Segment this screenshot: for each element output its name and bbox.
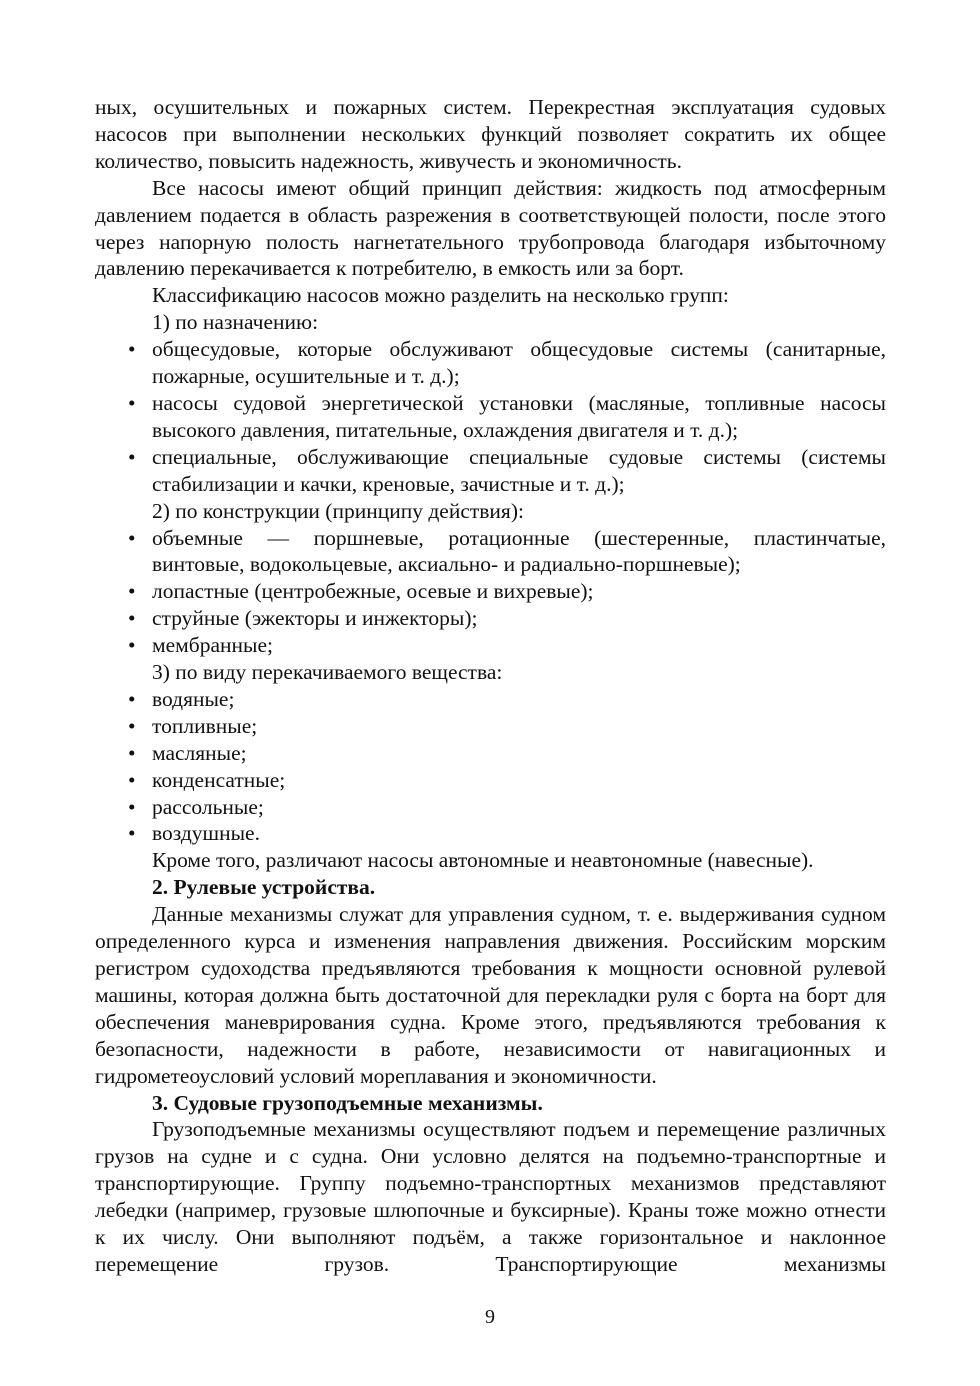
paragraph-classification-intro: Классификацию насосов можно разделить на несколько групп: (152, 283, 729, 308)
group-label-purpose: 1) по назначению: (152, 310, 319, 335)
list-item: • общесудовые, которые обслуживают общесудовые системы (санитарные, пожарные, осушительные и т. д.); (128, 337, 886, 389)
paragraph-continuation: ных, осушительных и пожарных систем. Перекрестная эксплуатация судовых насосов при выполнении нескольких функций позволяет сократить их общее количество, повысить надежность, живучесть и экономичность. (95, 95, 886, 173)
group-label-substance: 3) по виду перекачиваемого вещества: (152, 660, 503, 685)
bullet-icon: • (128, 794, 136, 819)
section-heading-cargo: 3. Судовые грузоподъемные механизмы. (152, 1090, 543, 1115)
bullet-icon: • (128, 821, 136, 846)
list-item: • лопастные (центробежные, осевые и вихревые); (128, 579, 594, 604)
bullet-icon: • (128, 337, 136, 362)
bullet-icon: • (128, 767, 136, 792)
bullet-icon: • (128, 686, 136, 711)
page-number: 9 (485, 1306, 495, 1328)
list-item: • конденсатные; (128, 767, 286, 792)
document-page (95, 94, 886, 1278)
list-item: • рассольные; (128, 794, 264, 819)
section-heading-steering: 2. Рулевые устройства. (152, 875, 376, 900)
list-item: • насосы судовой энергетической установки (масляные, топливные насосы высокого давления, питательные, охлаждения двигателя и т. д.); (128, 390, 886, 442)
bullet-icon: • (128, 444, 136, 469)
list-item: • воздушные. (128, 821, 260, 846)
paragraph-pump-principle: Все насосы имеют общий принцип действия: жидкость под атмосферным давлением подается в область разрежения в соответствующей полости, после этого через напорную полость нагнетательного трубопровода благодаря избыточному давлению перекачивается к потребителю, в емкость или за борт. (95, 175, 886, 281)
list-item: • мембранные; (128, 633, 273, 658)
bullet-icon: • (128, 579, 136, 604)
list-item: • масляные; (128, 740, 247, 765)
group-label-design: 2) по конструкции (принципу действия): (152, 498, 524, 523)
list-item: • струйные (эжекторы и инжекторы); (128, 606, 478, 631)
bullet-icon: • (128, 740, 136, 765)
paragraph-autonomous: Кроме того, различают насосы автономные и неавтономные (навесные). (152, 848, 814, 873)
paragraph-steering: Данные механизмы служат для управления судном, т. е. выдерживания судном определенного курса и изменения направления движения. Российским морским регистром судоходства предъявляются требования к мощности основной рулевой машины, которая должна быть достаточной для перекладки руля с борта на борт для обеспечения маневрирования судна. Кроме этого, предъявляются требования к безопасности, надежности в работе, независимости от навигационных и гидрометеоусловий условий мореплавания и экономичности. (95, 902, 886, 1088)
bullet-list-substance (95, 686, 886, 847)
bullet-icon: • (128, 390, 136, 415)
list-item: • топливные; (128, 713, 258, 738)
bullet-icon: • (128, 633, 136, 658)
bullet-icon: • (128, 606, 136, 631)
list-item: • специальные, обслуживающие специальные судовые системы (системы стабилизации и качки, креновые, зачистные и т. д.); (128, 444, 886, 496)
bullet-icon: • (128, 713, 136, 738)
paragraph-cargo: Грузоподъемные механизмы осуществляют подъем и перемещение различных грузов на судне и с судна. Они условно делятся на подъемно-транспортные и транспортирующие. Группу подъемно-транспортных механизмов представляют лебедки (например, грузовые шлюпочные и буксирные). Краны тоже можно отнести к их числу. Они выполняют подъём, а также горизонтальное и наклонное перемещение грузов. Транспортирующие механизмы (95, 1117, 886, 1276)
bullet-icon: • (128, 525, 136, 550)
bullet-list-design (95, 525, 886, 660)
list-item: • водяные; (128, 686, 235, 711)
bullet-list-purpose (95, 336, 886, 497)
list-item: • объемные — поршневые, ротационные (шестеренные, пластинчатые, винтовые, водокольцевые, аксиально- и радиально-поршневые); (128, 525, 886, 577)
